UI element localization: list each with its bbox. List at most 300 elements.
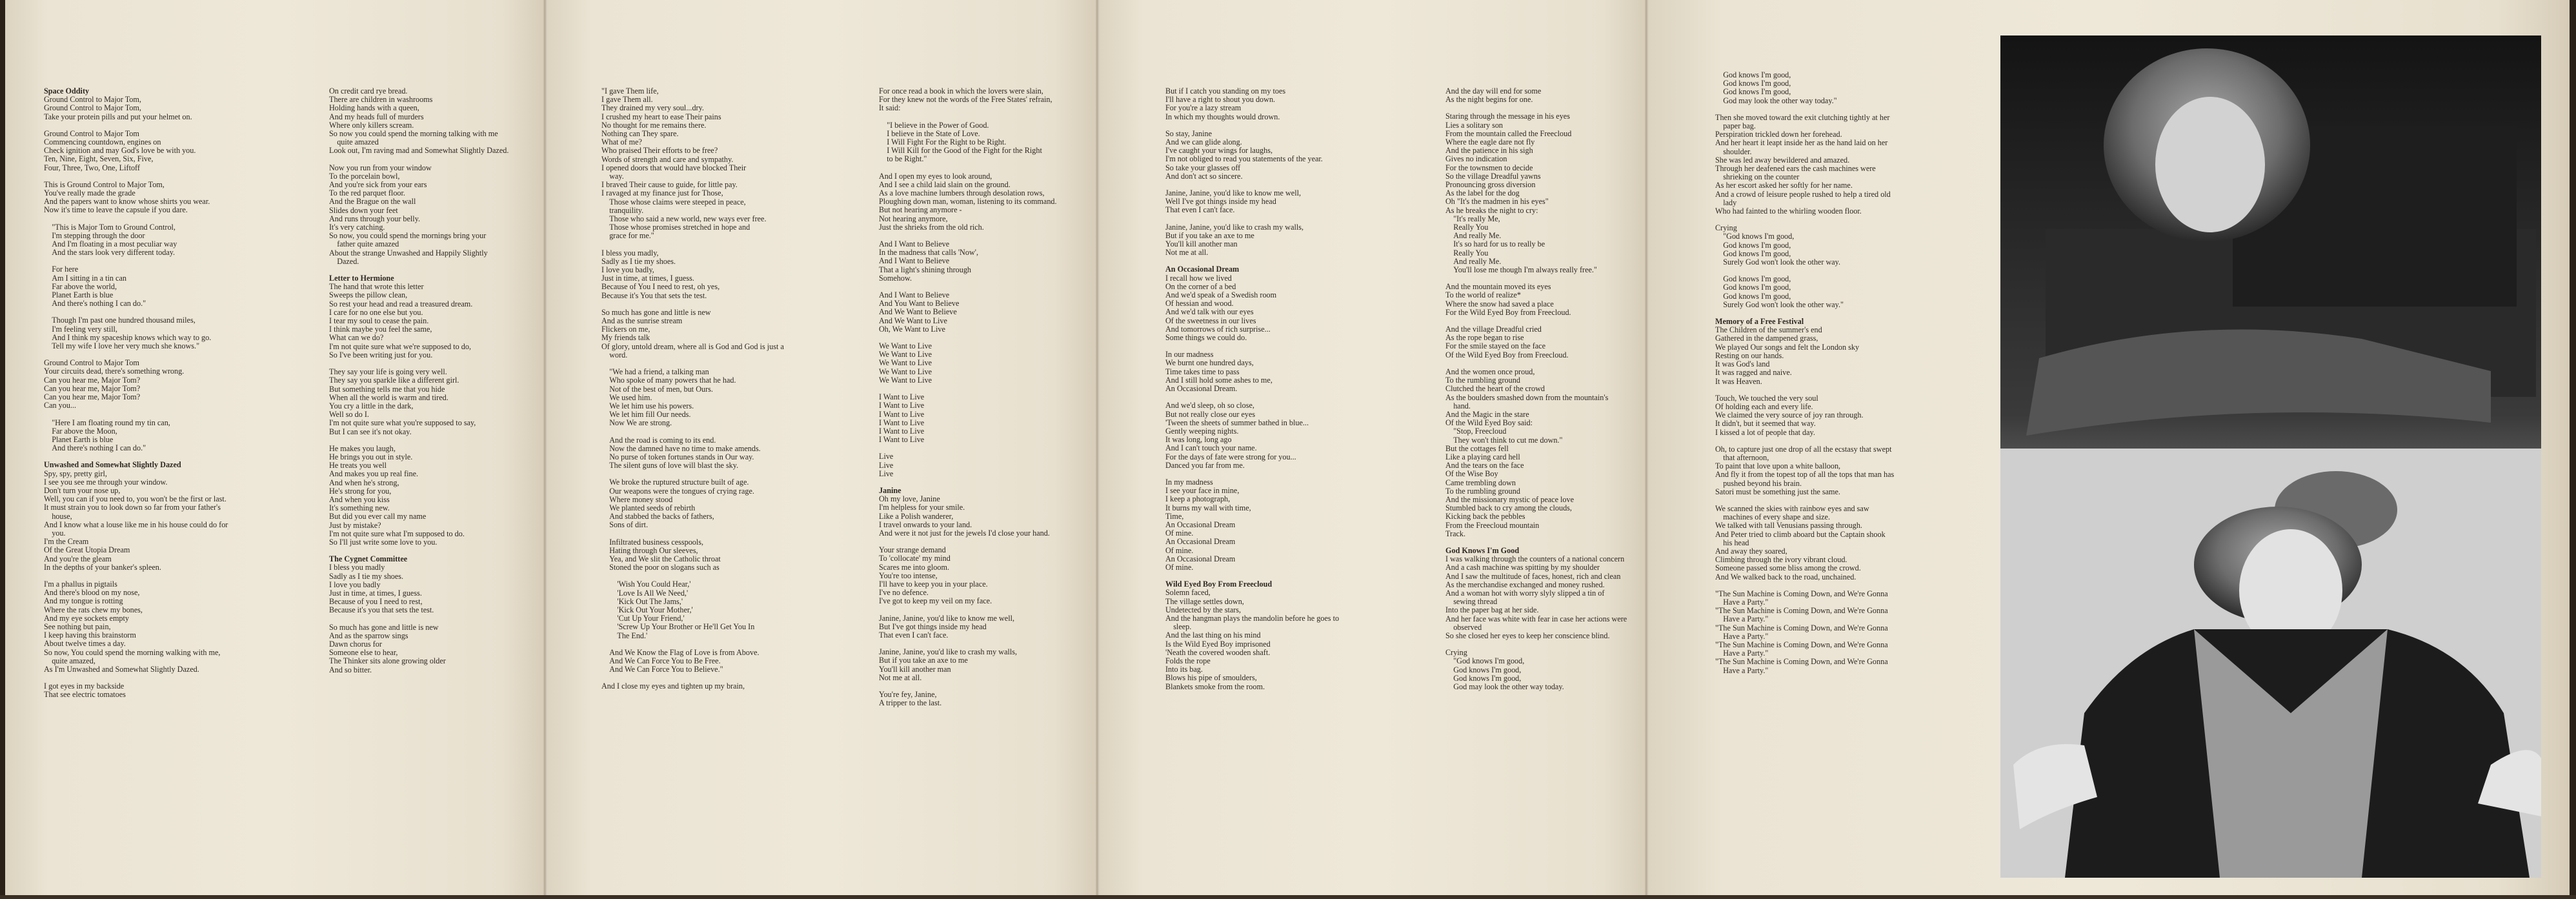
lyric-line: quite amazed,	[44, 656, 96, 665]
lyric-line: To the world of realize*	[1445, 290, 1521, 300]
lyric-line: Sadly as I tie my shoes.	[601, 256, 676, 266]
lyric-line: It's very catching.	[329, 223, 385, 232]
lyric-line: Of mine.	[1165, 545, 1194, 555]
lyric-line: Your strange demand	[879, 545, 946, 555]
lyric-line: It's so hard for us to really be	[1445, 239, 1545, 249]
lyric-line: And you're the gleam	[44, 554, 112, 563]
lyric-line: Ground Control to Major Tom,	[44, 103, 141, 113]
lyric-line: So much has gone and little is new	[601, 307, 711, 317]
lyric-line: I love you badly	[329, 580, 381, 589]
lyric-line: But if I catch you standing on my toes	[1165, 86, 1286, 96]
lyric-line: I was walking through the counters of a national concern	[1445, 554, 1625, 564]
lyric-line: We played Our songs and felt the London sky	[1715, 342, 1860, 352]
lyric-line: Then she moved toward the exit clutching tightly at her	[1715, 112, 1890, 122]
lyric-line: Well so do I.	[329, 410, 369, 419]
lyric-line: Of the sweetness in our lives	[1165, 316, 1256, 325]
lyric-line: Have a Party."	[1715, 665, 1769, 675]
song-title: An Occasional Dream	[1165, 265, 1240, 274]
lyric-line: As he breaks the night to cry:	[1445, 205, 1538, 215]
lyric-line: You've really made the grade	[44, 188, 136, 198]
stanza-gap	[601, 300, 818, 308]
song-title: Janine	[879, 485, 901, 495]
lyric-line: "It's really Me,	[1445, 214, 1500, 223]
lyric-line: And I can't touch your name.	[1165, 443, 1257, 453]
lyric-line: For the days of fate were strong for you...	[1165, 452, 1296, 461]
lyric-line: 'Kick Out Your Mother,'	[601, 605, 693, 614]
lyric-line: And I open my eyes to look around,	[879, 171, 992, 181]
lyric-line: It said:	[879, 103, 901, 113]
lyric-line: "God knows I'm good,	[1715, 232, 1795, 241]
lyric-line: I keep having this brainstorm	[44, 631, 136, 640]
lyric-line: Can you hear me, Major Tom?	[44, 375, 141, 385]
lyric-line: 'Love Is All We Need,'	[601, 588, 689, 598]
lyric-line: Now the damned have no time to make amends.	[601, 443, 761, 453]
lyric-line: Like a playing card hell	[1445, 452, 1520, 461]
lyric-line: Staring through the message in his eyes	[1445, 112, 1570, 121]
lyric-line: I'm stepping through the door	[44, 230, 145, 240]
lyric-line: Someone passed some bliss among the crowd.	[1715, 563, 1861, 573]
lyric-line: Live	[879, 452, 894, 461]
lyric-line: And the tears on the face	[1445, 461, 1524, 470]
lyric-line: An Occasional Dream.	[1165, 384, 1238, 394]
lyric-line: I'm a phallus in pigtails	[44, 579, 117, 589]
lyric-line: Into its bag.	[1165, 665, 1203, 674]
lyric-line: And the village Dreadful cried	[1445, 325, 1542, 334]
lyric-line: I'm feeling very still,	[44, 324, 117, 334]
lyric-line: It was ragged and naive.	[1715, 368, 1792, 378]
lyric-line: Yea, and We slit the Catholic throat	[601, 554, 721, 563]
lyric-line: God may look the other way today."	[1715, 96, 1837, 105]
lyric-line: So take your glasses off	[1165, 163, 1241, 172]
lyric-line: Just by mistake?	[329, 520, 381, 530]
lyric-line: I'm not quite sure what we're supposed to do,	[329, 341, 471, 351]
lyric-line: word.	[601, 350, 628, 359]
lyric-line: I see your face in mine,	[1165, 486, 1240, 496]
lyric-line: No thought for me remains there.	[601, 120, 707, 130]
lyric-line: Have a Party."	[1715, 597, 1769, 607]
lyric-line: About the strange Unwashed and Happily Slightly	[329, 248, 488, 258]
lyric-line: Clutched the heart of the crowd	[1445, 384, 1545, 394]
lyric-line: Far above the Moon,	[44, 426, 117, 436]
lyric-line: You'll lose me though I'm always really free."	[1445, 265, 1597, 275]
lyric-column	[879, 87, 1095, 707]
lyric-line: An Occasional Dream	[1165, 520, 1236, 529]
lyric-column	[1445, 87, 1662, 691]
lyric-line: He brings you out in style.	[329, 452, 413, 461]
lyric-line: God knows I'm good,	[1445, 665, 1522, 674]
lyric-line: They say you sparkle like a different girl.	[329, 376, 459, 385]
stanza-gap	[1445, 538, 1662, 547]
lyric-line: As a love machine lumbers through desolation rows,	[879, 188, 1045, 198]
lyric-line: Those who said a new world, new ways ever free.	[601, 214, 767, 224]
lyric-line: And fly it from the topest top of all the tops that man has	[1715, 470, 1895, 480]
lyric-line: Someone else to hear,	[329, 648, 398, 658]
stanza-gap	[44, 121, 260, 130]
lyric-line: He's strong for you,	[329, 486, 392, 496]
song-title: The Cygnet Committee	[329, 554, 408, 564]
lyric-line: We burnt one hundred days,	[1165, 358, 1254, 368]
lyric-line: We Want to Live	[879, 358, 932, 368]
lyric-line: God knows I'm good,	[1715, 87, 1791, 97]
portrait-image	[2000, 35, 2541, 878]
lyric-line: Janine, Janine, you'd like to know me well,	[879, 613, 1015, 623]
lyric-line: I Want to Live	[879, 392, 925, 402]
lyric-line: Not me at all.	[1165, 248, 1209, 258]
lyric-line: And I think my spaceship knows which way to go.	[44, 332, 212, 342]
lyric-line: A tripper to the last.	[879, 698, 942, 708]
portrait-photo	[2000, 35, 2541, 878]
lyric-line: Gently weeping nights.	[1165, 426, 1239, 436]
lyric-line: As the night begins for one.	[1445, 95, 1533, 105]
lyric-line: And her heart it leapt inside her as the hand laid on her	[1715, 138, 1888, 148]
lyric-line: It was long, long ago	[1165, 435, 1232, 445]
stanza-gap	[879, 444, 1095, 452]
lyric-line: Dazed.	[329, 256, 359, 266]
lyric-line: We let him use his powers.	[601, 401, 694, 410]
lyric-line: Lies a solitary son	[1445, 120, 1504, 130]
lyric-line: But something tells me that you hide	[329, 384, 445, 394]
lyric-line: Planet Earth is blue	[44, 434, 114, 444]
lyric-line: Have a Party."	[1715, 649, 1769, 658]
lyric-line: On the corner of a bed	[1165, 281, 1236, 291]
lyric-line: "The Sun Machine is Coming Down, and We're Gonna	[1715, 657, 1888, 667]
lyric-line: And we'd sleep, oh so close,	[1165, 401, 1254, 410]
lyric-line: She was led away bewildered and amazed.	[1715, 155, 1850, 165]
lyric-line: Where the rats chew my bones,	[44, 605, 143, 614]
lyric-line: Of hessian and wood.	[1165, 299, 1234, 308]
stanza-gap	[1715, 105, 1931, 114]
lyric-line: "Stop, Freecloud	[1445, 427, 1507, 436]
lyric-line: And I close my eyes and tighten up my brain,	[601, 682, 745, 691]
lyric-line: We Want to Live	[879, 375, 932, 385]
lyric-line: And tomorrows of rich surprise...	[1165, 324, 1271, 334]
lyric-line: And my eye sockets empty	[44, 613, 130, 623]
lyric-line: shoulder.	[1715, 146, 1752, 156]
lyric-line: God knows I'm good,	[1715, 248, 1791, 258]
lyric-line: When all the world is warm and tired.	[329, 392, 448, 402]
lyric-line: Pronouncing gross diversion	[1445, 180, 1536, 190]
lyric-line: Sons of dirt.	[601, 520, 649, 530]
lyric-line: "We had a friend, a talking man	[601, 367, 709, 377]
stanza-gap	[879, 606, 1095, 614]
lyric-line: And the missionary mystic of peace love	[1445, 494, 1575, 504]
lyric-line: Some things we could do.	[1165, 333, 1247, 343]
lyric-line: And as the sparrow sings	[329, 631, 408, 640]
lyric-line: And the day will end for some	[1445, 86, 1542, 96]
lyric-line: Of glory, untold dream, where all is God and God is just a	[601, 341, 784, 351]
lyric-line: I'll have a right to shout you down.	[1165, 95, 1276, 105]
lyric-line: Is the Wild Eyed Boy imprisoned	[1165, 639, 1271, 649]
lyric-line: I'm not quite sure what I'm supposed to do.	[329, 529, 465, 538]
stanza-gap	[1445, 640, 1662, 649]
lyric-line: Of mine.	[1165, 529, 1194, 538]
lyric-line: And the road is coming to its end.	[601, 435, 716, 445]
lyric-line: Crying	[1715, 223, 1737, 233]
lyric-line: We Want to Live	[879, 367, 932, 376]
lyric-line: He makes you laugh,	[329, 443, 396, 453]
lyric-line: And I Want to Believe	[879, 256, 950, 266]
lyric-line: I Want to Live	[879, 401, 925, 410]
lyric-line: And the Brague on the wall	[329, 197, 416, 207]
lyric-line: So the village Dreadful yawns	[1445, 171, 1541, 181]
lyric-line: Commencing countdown, engines on	[44, 137, 161, 147]
lyric-line: Of the Wild Eyed Boy from Freecloud.	[1445, 350, 1569, 359]
lyric-line: Where the snow had saved a place	[1445, 299, 1554, 308]
lyric-line: It didn't, but it seemed that way.	[1715, 419, 1816, 429]
lyric-line: And when you kiss	[329, 494, 390, 504]
lyric-line: Time takes time to pass	[1165, 367, 1240, 376]
lyric-line: About twelve times a day.	[44, 639, 126, 649]
lyric-line: Of the Wise Boy	[1445, 469, 1498, 479]
lyric-line: Dawn chorus for	[329, 639, 382, 649]
lyric-line: his head	[1715, 538, 1749, 547]
lyric-line: sleep.	[1165, 622, 1192, 632]
lyric-line: So now, you could spend the mornings bring your	[329, 231, 487, 241]
lyric-line: It burns my wall with time,	[1165, 503, 1251, 512]
lyric-line: Resting on our hands.	[1715, 350, 1784, 360]
lyric-line: Our weapons were the tongues of crying rage.	[601, 486, 754, 496]
lyric-line: 'Cut Up Your Friend,'	[601, 614, 685, 623]
stanza-gap	[44, 572, 260, 580]
stanza-gap	[44, 215, 260, 223]
lyric-line: I see you see me through your window.	[44, 477, 168, 487]
lyric-line: grace for me."	[601, 231, 654, 241]
lyric-line: Hating through Our sleeves,	[601, 545, 698, 555]
song-title: Memory of a Free Festival	[1715, 317, 1804, 327]
lyric-line: We claimed the very source of joy ran through.	[1715, 410, 1864, 420]
lyric-line: And runs through your belly.	[329, 214, 421, 223]
lyric-line: God knows I'm good,	[1715, 274, 1791, 284]
lyric-line: Of mine.	[1165, 562, 1194, 572]
lyric-line: father quite amazed	[329, 239, 399, 249]
stanza-gap	[601, 241, 818, 249]
stanza-gap	[1715, 496, 1931, 505]
lyric-line: They won't think to cut me down."	[1445, 435, 1563, 445]
lyric-line: You're too intense,	[879, 571, 938, 580]
lyric-line: And you're sick from your ears	[329, 180, 427, 190]
lyric-line: Live	[879, 460, 894, 470]
lyric-line: I've got to keep my veil on my face.	[879, 596, 992, 606]
lyric-line: Holding hands with a queen,	[329, 103, 419, 113]
lyric-line: But I can see it's not okay.	[329, 427, 412, 436]
lyric-line: paper bag.	[1715, 121, 1756, 131]
lyric-line: For the townsmen to decide	[1445, 163, 1533, 172]
lyric-line: I gave Them all.	[601, 95, 653, 105]
lyric-line: Far above the world,	[44, 281, 117, 291]
lyric-line: Undetected by the stars,	[1165, 605, 1242, 614]
lyric-line: Somehow.	[879, 273, 912, 283]
lyric-column	[329, 87, 545, 674]
lyric-line: I think maybe you feel the same,	[329, 325, 432, 334]
stanza-gap	[879, 164, 1095, 172]
lyric-line: This is Ground Control to Major Tom,	[44, 179, 165, 189]
lyric-line: And her face was white with fear in case her actions were	[1445, 614, 1627, 623]
lyric-line: We scanned the skies with rainbow eyes and saw	[1715, 503, 1869, 513]
lyric-line: I believe in the State of Love.	[879, 128, 980, 138]
lyric-line: That even I can't face.	[879, 630, 949, 640]
lyric-line: And the stars look very different today.	[44, 248, 176, 258]
lyric-line: Where money stood	[601, 494, 673, 504]
lyric-line: Now it's time to leave the capsule if you dare.	[44, 205, 188, 215]
lyric-line: Because of You I need to rest, oh yes,	[601, 282, 720, 292]
lyric-line: Like a Polish wanderer,	[879, 511, 954, 521]
lyric-line: For the Wild Eyed Boy from Freecloud.	[1445, 307, 1571, 317]
lyric-line: And there's blood on my nose,	[44, 588, 140, 598]
stanza-gap	[1445, 359, 1662, 368]
lyric-line: tranquility.	[601, 205, 644, 215]
lyric-line: On credit card rye bread.	[329, 86, 408, 96]
stanza-gap	[329, 436, 545, 445]
lyric-line: Can you hear me, Major Tom?	[44, 392, 141, 402]
lyric-line: And were it not just for the jewels I'd close your hand.	[879, 528, 1050, 538]
lyric-line: Live	[879, 469, 894, 478]
lyric-line: And my tongue is rotting	[44, 596, 123, 606]
lyric-line: I love you badly,	[601, 265, 654, 275]
lyric-line: Not of the best of men, but Ours.	[601, 384, 713, 394]
lyric-line: And my heads full of murders	[329, 112, 424, 121]
lyric-line: As I'm Unwashed and Somewhat Slightly Dazed.	[44, 664, 199, 674]
lyric-line: "Here I am floating round my tin can,	[44, 418, 170, 427]
lyric-line: As the rope began to rise	[1445, 333, 1524, 343]
lyric-line: I Want to Live	[879, 409, 925, 419]
stanza-gap	[601, 428, 818, 436]
lyric-line: So I'll just write some love to you.	[329, 537, 438, 547]
lyric-line: I travel onwards to your land.	[879, 520, 972, 529]
lyric-line: Gathered in the dampened grass,	[1715, 334, 1818, 343]
lyric-line: Ground Control to Major Tom	[44, 358, 139, 368]
lyric-line: I Want to Live	[879, 426, 925, 436]
lyric-line: machines of every shape and size.	[1715, 512, 1831, 522]
lyric-line: It must strain you to look down so far from your father's	[44, 503, 221, 512]
lyric-line: And I saw the multitude of faces, honest, rich and clean	[1445, 571, 1621, 581]
lyric-line: And don't act so sincere.	[1165, 171, 1243, 181]
lyric-line: And We Can Force You to Be Free.	[601, 656, 721, 665]
song-title: Letter to Hermione	[329, 274, 394, 283]
lyric-line: I care for no one else but you.	[329, 307, 423, 317]
lyric-line: To the porcelain bowl,	[329, 171, 400, 181]
lyric-line: "The Sun Machine is Coming Down, and We're Gonna	[1715, 589, 1888, 598]
lyric-line: Really You	[1445, 223, 1489, 232]
lyric-line: lady	[1715, 197, 1737, 207]
song-title: Unwashed and Somewhat Slightly Dazed	[44, 460, 181, 470]
lyric-line: And there's nothing I can do."	[44, 443, 146, 453]
lyric-column	[44, 87, 260, 700]
lyric-line: They drained my very soul...dry.	[601, 103, 704, 113]
lyric-line: Don't turn your nose up,	[44, 485, 121, 495]
stanza-gap	[329, 615, 545, 623]
lyric-line: My friends talk	[601, 333, 650, 343]
lyric-line: Look out, I'm raving mad and Somewhat Slightly Dazed.	[329, 146, 509, 156]
lyric-line: God knows I'm good,	[1715, 283, 1791, 292]
lyric-line: But I've got things inside my head	[879, 621, 987, 631]
lyric-line: And I'm floating in a most peculiar way	[44, 239, 177, 249]
lyric-line: To the rumbling ground	[1445, 376, 1520, 385]
lyric-line: From the Freecloud mountain	[1445, 520, 1540, 530]
lyric-line: Came trembling down	[1445, 478, 1516, 487]
lyric-line: For here	[44, 265, 79, 274]
lyric-line: Those whose claims were steeped in peace,	[601, 197, 746, 207]
lyric-line: Time,	[1165, 511, 1184, 521]
lyric-line: From the mountain called the Freecloud	[1445, 128, 1572, 138]
lyric-line: Slides down your feet	[329, 205, 398, 215]
song-title: God Knows I'm Good	[1445, 545, 1520, 555]
lyric-line: I Want to Live	[879, 418, 925, 427]
lyric-line: Though I'm past one hundred thousand miles,	[44, 316, 196, 325]
lyric-line: It's something new.	[329, 503, 390, 513]
lyric-line: Janine, Janine, you'd like to know me well,	[1165, 188, 1302, 198]
lyric-line: And a woman hot with worry slyly slipped a tin of	[1445, 588, 1605, 598]
lyric-line: you.	[44, 528, 66, 538]
lyric-line: I keep a photograph,	[1165, 494, 1231, 504]
lyric-line: Well, you can if you need to, you won't be the first or last.	[44, 494, 226, 504]
lyric-line: And makes you up real fine.	[329, 469, 419, 479]
lyric-line: I crushed my heart to ease Their pains	[601, 112, 721, 121]
lyric-line: Blows his pipe of smoulders,	[1165, 673, 1257, 683]
lyric-line: "The Sun Machine is Coming Down, and We're Gonna	[1715, 640, 1888, 649]
lyric-line: Not me at all.	[879, 672, 922, 682]
lyric-line: Have a Party."	[1715, 631, 1769, 641]
lyric-line: Who had fainted to the whirling wooden floor.	[1715, 207, 1862, 216]
lyric-line: I'll have to keep you in your place.	[879, 579, 988, 589]
lyric-line: That even I can't face.	[1165, 205, 1235, 215]
lyric-line: Ground Control to Major Tom	[44, 128, 139, 138]
lyric-line: I opened doors that would have blocked Their	[601, 163, 747, 172]
lyric-line: Oh, to capture just one drop of all the ecstasy that swept	[1715, 444, 1892, 454]
lyric-line: But not really close our eyes	[1165, 409, 1256, 419]
lyric-line: Just in time, at times, I guess.	[329, 588, 422, 598]
lyric-line: Can you hear me, Major Tom?	[44, 383, 141, 393]
lyric-line: And so bitter.	[329, 665, 372, 674]
lyric-line: 'Neath the covered wooden shaft.	[1165, 647, 1271, 657]
lyric-line: quite amazed	[329, 137, 379, 147]
lyric-line: I'm helpless for your smile.	[879, 503, 965, 512]
lyric-line: Who spoke of many powers that he had.	[601, 376, 736, 385]
lyric-line: What of me?	[601, 137, 642, 147]
lyric-line: And as the sunrise stream	[601, 316, 683, 326]
stanza-gap	[1715, 386, 1931, 394]
lyric-line: Spy, spy, pretty girl,	[44, 469, 107, 478]
lyric-line: And We walked back to the road, unchained.	[1715, 572, 1857, 581]
lyric-line: So stay, Janine	[1165, 128, 1212, 138]
lyric-line: It was God's land	[1715, 359, 1770, 369]
lyric-line: As the merchandise exchanged and money rushed.	[1445, 580, 1605, 589]
lyric-line: And when he's strong,	[329, 478, 399, 487]
lyric-line: "I believe in the Power of Good.	[879, 120, 989, 130]
lyric-line: Sadly as I tie my shoes.	[329, 571, 404, 581]
lyric-line: But not hearing anymore -	[879, 205, 962, 215]
lyric-line: Tell my wife I love her very much she knows."	[44, 341, 200, 351]
lyric-line: An Occasional Dream	[1165, 537, 1236, 547]
lyric-line: Oh, We Want to Live	[879, 324, 945, 334]
lyric-line: The village settles down,	[1165, 596, 1244, 606]
lyric-line: Crying	[1445, 648, 1467, 658]
lyric-line: But did you ever call my name	[329, 512, 427, 521]
lyric-line: Really You	[1445, 248, 1489, 258]
lyric-line: pushed beyond his brain.	[1715, 478, 1802, 488]
lyric-line: In which my thoughts would drown.	[1165, 112, 1280, 121]
lyric-line: In the depths of your banker's spleen.	[44, 562, 161, 572]
lyric-line: We Want to Live	[879, 341, 932, 351]
lyric-line: I ravaged at my finance just for Those,	[601, 188, 723, 198]
lyric-line: In the madness that calls 'Now',	[879, 248, 978, 258]
lyric-line: Of the Great Utopia Dream	[44, 545, 130, 555]
lyric-line: I've caught your wings for laughs,	[1165, 146, 1273, 156]
lyric-line: Well I've got things inside my head	[1165, 197, 1276, 207]
lyric-line: We used him.	[601, 392, 652, 402]
lyric-line: hand.	[1445, 401, 1471, 410]
lyric-line: And away they soared,	[1715, 546, 1787, 556]
lyric-line: shrieking on the counter	[1715, 172, 1800, 182]
